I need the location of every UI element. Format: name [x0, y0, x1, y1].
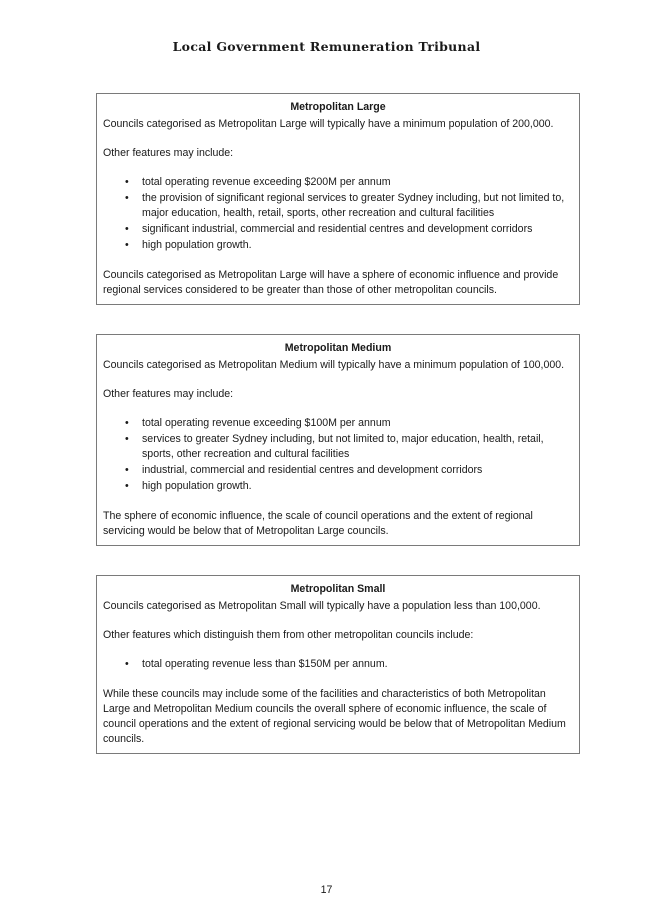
list-item [103, 191, 573, 221]
bullet-icon: • [125, 480, 129, 492]
bullet-icon: • [125, 176, 129, 188]
page-header-title: Local Government Remuneration Tribunal [172, 39, 481, 54]
bullet-icon: • [125, 417, 129, 429]
bullet-icon: • [125, 239, 129, 251]
list-item-text: significant industrial, commercial and residential centres and development corridors [142, 223, 533, 235]
box-features-lead: Other features which distinguish them from other metropolitan councils include: [103, 629, 474, 641]
list-item-text: total operating revenue less than $150M per annum. [142, 658, 388, 670]
feature-list [103, 657, 573, 672]
list-item [103, 479, 573, 494]
list-item-text: high population growth. [142, 239, 252, 251]
list-item [103, 657, 573, 672]
list-item-text: high population growth. [142, 480, 252, 492]
list-item-text: the provision of significant regional services to greater Sydney including, but not limited to, major education, health, retail, sports, other recreation and cultural facilities [142, 192, 565, 219]
list-item-text: industrial, commercial and residential centres and development corridors [142, 464, 483, 476]
box-closing: While these councils may include some of the facilities and characteristics of both Metropolitan Large and Metropolitan Medium councils the overall sphere of economic influence, the scale of council operations and the extent of regional servicing would be below that of Metropolitan Medium councils. [103, 688, 566, 745]
category-box-metropolitan-small [96, 575, 580, 754]
list-item [103, 238, 573, 253]
list-item [103, 175, 573, 190]
feature-list [103, 416, 573, 494]
bullet-icon: • [125, 192, 129, 204]
box-title: Metropolitan Medium [284, 342, 392, 354]
box-intro: Councils categorised as Metropolitan Medium will typically have a minimum population of 100,000. [103, 359, 565, 371]
list-item [103, 463, 573, 478]
list-item-text: total operating revenue exceeding $100M per annum [142, 417, 391, 429]
bullet-icon: • [125, 433, 129, 445]
list-item [103, 416, 573, 431]
box-title: Metropolitan Large [290, 101, 386, 113]
box-features-lead: Other features may include: [103, 388, 234, 400]
bullet-icon: • [125, 223, 129, 235]
bullet-icon: • [125, 658, 129, 670]
category-box-metropolitan-medium [96, 334, 580, 546]
box-closing: The sphere of economic influence, the scale of council operations and the extent of regional servicing would be below that of Metropolitan Large councils. [103, 510, 533, 537]
box-intro: Councils categorised as Metropolitan Large will typically have a minimum population of 200,000. [103, 118, 554, 130]
list-item [103, 432, 573, 462]
page-number: 17 [320, 884, 333, 896]
box-intro: Councils categorised as Metropolitan Small will typically have a population less than 100,000. [103, 600, 541, 612]
box-features-lead: Other features may include: [103, 147, 234, 159]
feature-list [103, 175, 573, 253]
box-closing: Councils categorised as Metropolitan Large will have a sphere of economic influence and provide regional services considered to be greater than those of other metropolitan councils. [103, 269, 559, 296]
list-item-text: services to greater Sydney including, but not limited to, major education, health, retail, sports, other recreation and cultural facilities [142, 433, 544, 460]
box-title: Metropolitan Small [290, 583, 386, 595]
list-item-text: total operating revenue exceeding $200M per annum [142, 176, 391, 188]
list-item [103, 222, 573, 237]
category-box-metropolitan-large [96, 93, 580, 305]
bullet-icon: • [125, 464, 129, 476]
